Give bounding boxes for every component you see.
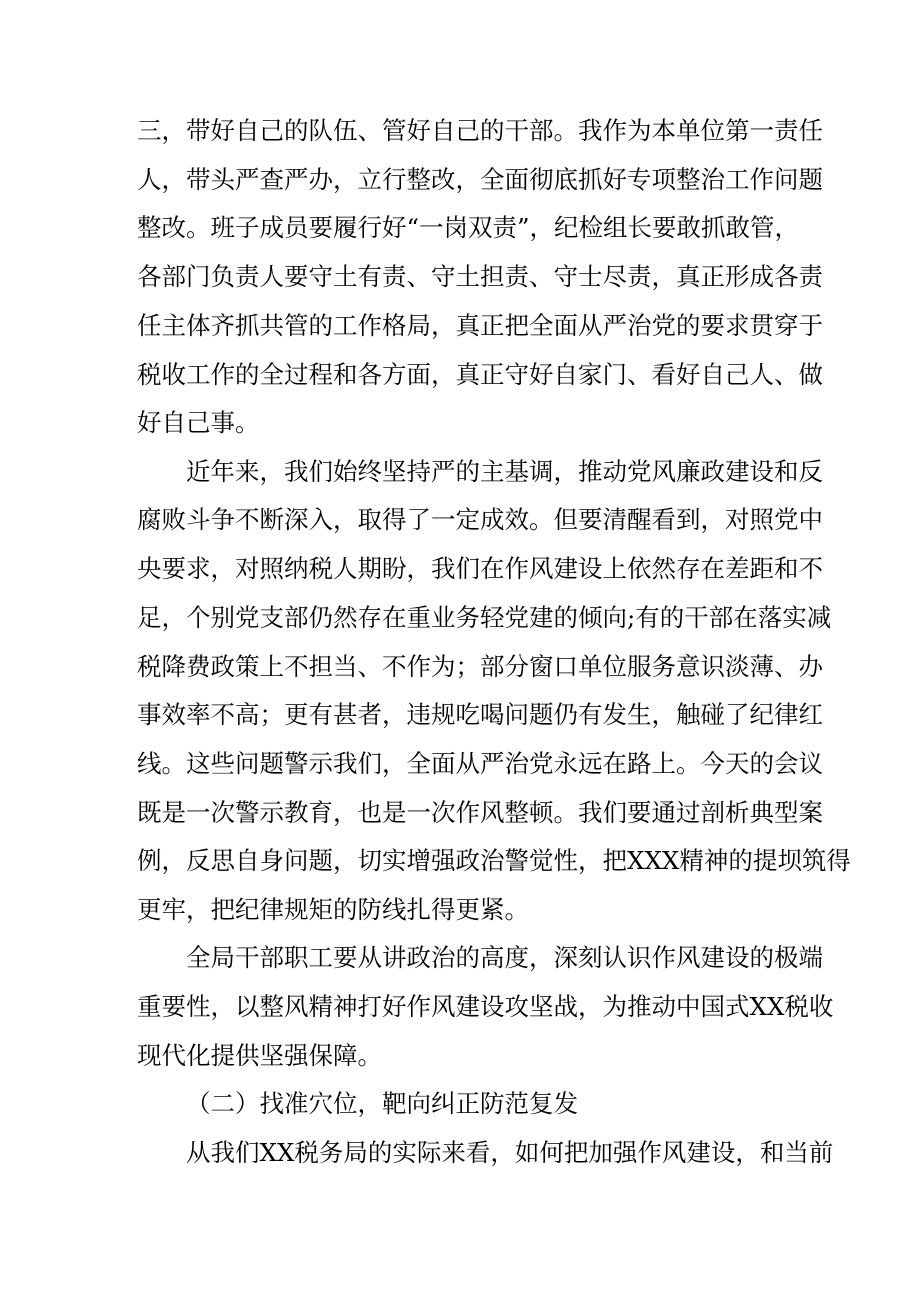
text-line: 各部门负责人要守土有责、守土担责、守士尽责，真正形成各责: [137, 262, 823, 291]
text-line: 线。这些问题警示我们，全面从严治党永远在路上。今天的会议: [137, 749, 823, 778]
text-line: 近年来，我们始终坚持严的主基调，推动党风廉政建设和反: [186, 457, 823, 486]
text-line: 央要求，对照纳税人期盼，我们在作风建设上依然存在差距和不: [137, 554, 823, 583]
text-line: 税收工作的全过程和各方面，真正守好自家门、看好自己人、做: [137, 360, 823, 389]
text-line: 三，带好自己的队伍、管好自己的干部。我作为本单位第一责任: [137, 116, 823, 145]
text-line: 任主体齐抓共管的工作格局，真正把全面从严治党的要求贯穿于: [137, 311, 823, 340]
text-line: 事效率不高；更有甚者，违规吃喝问题仍有发生，触碰了纪律红: [137, 700, 823, 729]
text-line: 腐败斗争不断深入，取得了一定成效。但要清醒看到，对照党中: [137, 505, 823, 534]
text-line: 好自己事。: [137, 408, 260, 437]
text-line: 既是一次警示教育，也是一次作风整顿。我们要通过剖析典型案: [137, 798, 823, 827]
section-heading: （二）找准穴位，靶向纠正防范复发: [186, 1089, 578, 1118]
text-line: 更牢，把纪律规矩的防线扎得更紧。: [137, 895, 529, 924]
text-line: 税降费政策上不担当、不作为；部分窗口单位服务意识淡薄、办: [137, 652, 823, 681]
text-line: 整改。班子成员要履行好“一岗双责”，纪检组长要敢抓敢管，: [137, 213, 800, 242]
text-line: 现代化提供坚强保障。: [137, 1041, 382, 1070]
text-line: 全局干部职工要从讲政治的高度，深刻认识作风建设的极端: [186, 943, 823, 972]
text-line: 从我们XX税务局的实际来看，如何把加强作风建设，和当前: [186, 1138, 834, 1167]
text-line: 例，反思自身问题，切实增强政治警觉性，把XXX精神的提坝筑得: [137, 846, 851, 875]
text-line: 人，带头严查严办，立行整改，全面彻底抓好专项整治工作问题: [137, 165, 823, 194]
text-line: 足，个别党支部仍然存在重业务轻党建的倾向;有的干部在落实减: [137, 603, 832, 632]
text-line: 重要性，以整风精神打好作风建设攻坚战，为推动中国式XX税收: [137, 992, 834, 1021]
